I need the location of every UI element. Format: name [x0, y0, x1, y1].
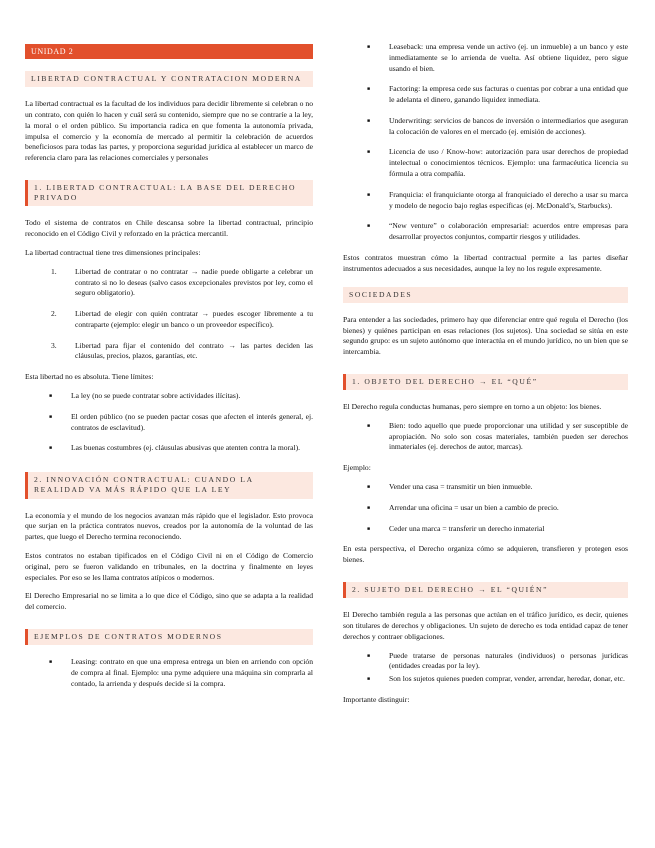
section-title-ejemplos: EJEMPLOS DE CONTRATOS MODERNOS: [25, 629, 313, 645]
list-item: 3. Libertad para fijar el contenido del contrato → las partes deciden las cláusulas, precios, plazos, garantías, etc.: [51, 340, 313, 361]
list-item: ■ Bien: todo aquello que puede proporcionar una utilidad y ser susceptible de apropiación. No solo son cosas materiales, también pueden ser derechos inmateriales (ej. derechos de autor, marcas).: [367, 421, 628, 453]
innov-paragraph-1: La economía y el mundo de los negocios avanzan más rápido que el legislador. Esto provoca que surjan en la práctica contratos nuevos, creados por la autonomía de la voluntad de las partes, que luego el Derecho termina reconociendo.: [25, 510, 313, 542]
list-item: ■ Ceder una marca = transferir un derecho inmaterial: [367, 524, 628, 535]
objeto-paragraph: El Derecho regula conductas humanas, pero siempre en torno a un objeto: los bienes.: [343, 402, 602, 412]
base-paragraph-2: La libertad contractual tiene tres dimensiones principales:: [25, 248, 201, 257]
section-title-objeto: 1. OBJETO DEL DERECHO → EL “QUÉ”: [343, 374, 628, 390]
list-item: ■ Factoring: la empresa cede sus facturas o cuentas por cobrar a una entidad que le adelanta el dinero, ganando liquidez inmediata.: [367, 84, 628, 106]
dimensions-list: [25, 267, 313, 362]
section-title-sociedades: SOCIEDADES: [343, 287, 628, 303]
sujeto-list: [343, 651, 628, 685]
list-item: ■ Leaseback: una empresa vende un activo (ej. un inmueble) a un banco y este inmediatamente se lo arrienda de vuelta. Así obtiene liquidez, pero sigue usando el bien.: [367, 42, 628, 74]
left-column: [25, 0, 313, 700]
ejemplo-label: Ejemplo:: [343, 463, 371, 473]
list-item: ■ Franquicia: el franquiciante otorga al franquiciado el derecho a usar su marca y modelo de negocio bajo reglas específicas (ej. McDonald’s, Starbucks).: [367, 190, 628, 212]
ejemplos-list-left: [25, 657, 313, 689]
list-item: ■ “New venture” o colaboración empresarial: acuerdos entre empresas para desarrollar proyectos conjuntos, compartir riesgos y utilidades.: [367, 221, 628, 243]
list-item: ■ El orden público (no se pueden pactar cosas que afecten el interés general, ej. contratos de esclavitud).: [49, 412, 313, 434]
innov-paragraph-2: Estos contratos no estaban tipificados en el Código Civil ni en el Código de Comercio original, pero se fueron validando en tribunales, en la doctrina y finalmente en leyes especiales. Por eso se les llama contratos atípicos o modernos.: [25, 551, 313, 582]
list-item: ■ Leasing: contrato en que una empresa entrega un bien en arriendo con opción de compra al final. Ejemplo: una pyme adquiere una máquina sin comprarla al contado, la arrienda y después decide si la compra.: [49, 657, 313, 689]
section-title-base: 1. LIBERTAD CONTRACTUAL: LA BASE DEL DERECHO PRIVADO: [25, 180, 313, 207]
list-item: 2. Libertad de elegir con quién contratar → puedes escoger libremente a tu contraparte (ejemplo: elegir un banco o un proveedor específico).: [51, 309, 313, 329]
ejemplos-list-right: [343, 42, 628, 243]
list-item: ■ Son los sujetos quienes pueden comprar, vender, arrendar, heredar, donar, etc.: [367, 674, 628, 685]
objeto-close: En esta perspectiva, el Derecho organiza cómo se adquieren, transfieren y protegen esos bienes.: [343, 544, 628, 565]
list-item: ■ Puede tratarse de personas naturales (individuos) o personas jurídicas (entidades creadas por la ley).: [367, 651, 628, 673]
list-item: 1. Libertad de contratar o no contratar → nadie puede obligarte a celebrar un contrato si no lo deseas (salvo casos excepcionales previstos por ley, como el seguro obligatorio).: [51, 266, 313, 298]
list-item: ■ La ley (no se puede contratar sobre actividades ilícitas).: [49, 391, 313, 402]
section-title-innovacion: 2. INNOVACIÓN CONTRACTUAL: CUANDO LA REALIDAD VA MÁS RÁPIDO QUE LA LEY: [25, 472, 313, 499]
limits-list: [25, 391, 313, 454]
innov-paragraph-3: El Derecho Empresarial no se limita a lo que dice el Código, sino que se adapta a la realidad del comercio.: [25, 591, 313, 612]
sujeto-paragraph: El Derecho también regula a las personas que actúan en el tráfico jurídico, es decir, quienes son titulares de derechos y obligaciones. Un sujeto de derecho es toda entidad capaz de tener derechos y contraer obligaciones.: [343, 610, 628, 641]
right-column: [343, 0, 628, 706]
list-item: ■ Arrendar una oficina = usar un bien a cambio de precio.: [367, 503, 628, 514]
list-item: ■ Las buenas costumbres (ej. cláusulas abusivas que atenten contra la moral).: [49, 443, 313, 454]
sociedades-paragraph: Para entender a las sociedades, primero hay que diferenciar entre qué regula el Derecho (los bienes) y quiénes participan en esas relaciones (los sujetos). Una sociedad se sitúa en este segundo grupo: es un sujeto autónomo que interactúa en el mundo jurídico, no un bien que se intercambia.: [343, 314, 628, 357]
section-title-sujeto: 2. SUJETO DEL DERECHO → EL “QUIÉN”: [343, 582, 628, 598]
limits-intro: Esta libertad no es absoluta. Tiene límites:: [25, 372, 154, 382]
ejemplo-list: [343, 482, 628, 534]
ejemplos-close: Estos contratos muestran cómo la libertad contractual permite a las partes diseñar instrumentos adecuados a sus necesidades, aunque la ley no los regule expresamente.: [343, 252, 628, 273]
importante-label: Importante distinguir:: [343, 694, 410, 704]
base-paragraph-1: Todo el sistema de contratos en Chile descansa sobre la libertad contractual, principio reconocido en el Código Civil y reforzado en la práctica mercantil.: [25, 218, 313, 239]
objeto-list: [343, 421, 628, 453]
section-title-libertad: LIBERTAD CONTRACTUAL Y CONTRATACION MODERNA: [25, 71, 313, 87]
libertad-intro: La libertad contractual es la facultad de los individuos para decidir libremente si celebran o no un contrato, con quién lo hacen y cuál será su contenido, siempre que no se contraríe a la ley, la moral o el orden público. Su importancia radica en que fomenta la autonomía privada, impulsa el comercio y la economía de mercado al permitir la celebración de acuerdos beneficiosos para todas las partes, y proporciona seguridad jurídica al establecer un marco de referencia claro para las relaciones comerciales y personales: [25, 99, 313, 163]
list-item: ■ Underwriting: servicios de bancos de inversión o intermediarios que aseguran la colocación de valores en el mercado (ej. emisión de acciones).: [367, 116, 628, 138]
list-item: ■ Licencia de uso / Know-how: autorización para usar derechos de propiedad intelectual o conocimientos técnicos. Ejemplo: una farmacéutica licencia su fórmula a otra compañía.: [367, 147, 628, 179]
list-item: ■ Vender una casa = transmitir un bien inmueble.: [367, 482, 628, 493]
unit-banner: UNIDAD 2: [25, 44, 313, 59]
